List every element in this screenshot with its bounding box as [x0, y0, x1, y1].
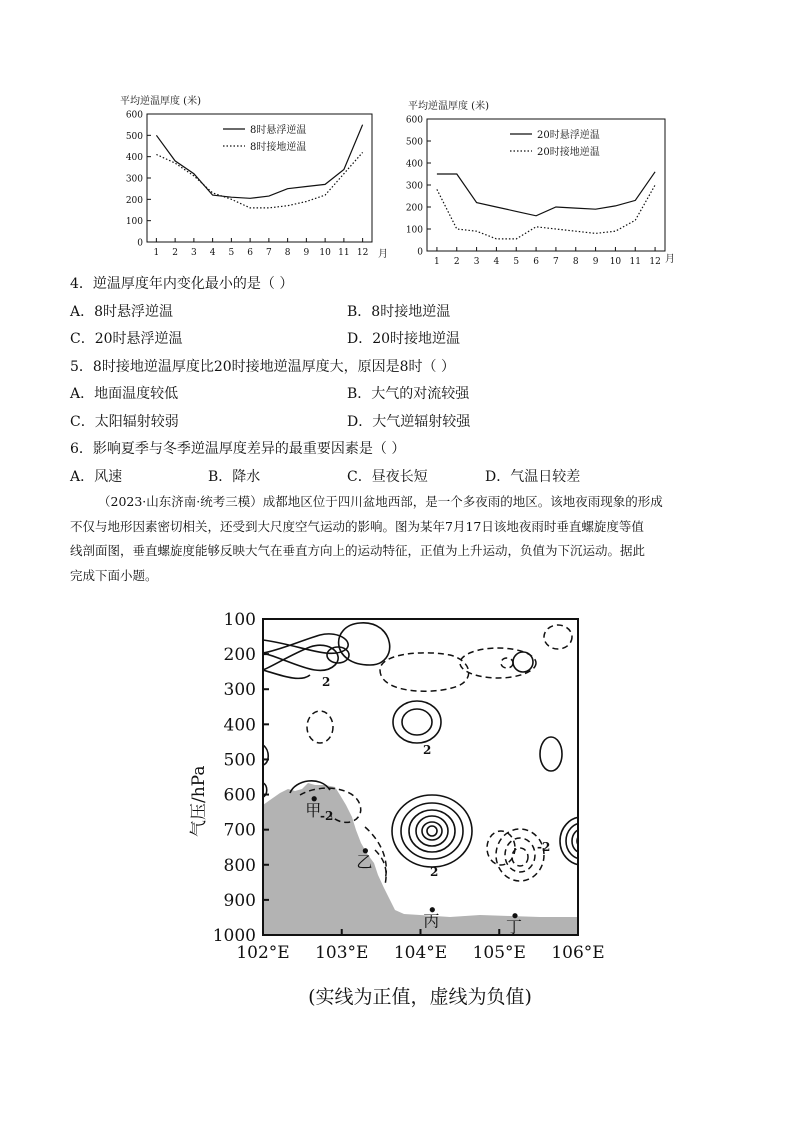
- x-tick-label: 11: [629, 257, 641, 267]
- x-tick-label: 10: [609, 257, 622, 267]
- contour-field: [263, 623, 604, 935]
- x-tick-label: 6: [533, 257, 539, 267]
- y-tick-label: 700: [223, 820, 256, 841]
- x-tick-label: 5: [513, 257, 520, 267]
- x-tick-label: 6: [247, 248, 253, 258]
- y-axis-title: 平均逆温厚度 (米): [408, 101, 489, 112]
- y-axis-title: 气压/hPa: [189, 765, 209, 837]
- question-5-stem: 5．8时接地逆温厚度比20时接地逆温厚度大，原因是8时（ ）: [70, 359, 455, 375]
- y-tick-label: 300: [125, 174, 143, 185]
- x-tick-label: 3: [191, 248, 197, 258]
- y-tick-label: 200: [125, 195, 143, 206]
- q6-option-a[interactable]: A．风速: [70, 469, 123, 485]
- legend-series-1: 8时悬浮逆温: [250, 125, 307, 136]
- y-tick-label: 600: [125, 110, 143, 121]
- q4-option-d[interactable]: D．20时接地逆温: [347, 331, 461, 347]
- y-tick-label: 900: [223, 890, 256, 911]
- x-tick-label: 105°E: [472, 943, 526, 963]
- question-4-stem: 4．逆温厚度年内变化最小的是（ ）: [70, 276, 294, 292]
- x-tick-label: 1: [434, 257, 440, 267]
- y-tick-label: 500: [223, 750, 256, 771]
- contour-label: -2: [537, 840, 551, 854]
- x-tick-label: 4: [493, 257, 500, 267]
- legend-series-2: 20时接地逆温: [537, 147, 600, 158]
- x-tick-label: 102°E: [236, 943, 290, 963]
- x-tick-label: 12: [649, 257, 661, 267]
- y-tick-label: 200: [405, 203, 423, 214]
- x-tick-label: 3: [473, 257, 480, 267]
- y-tick-label: 800: [223, 855, 256, 876]
- y-tick-label: 0: [137, 238, 143, 249]
- y-axis-title: 平均逆温厚度 (米): [120, 96, 201, 107]
- intro-line-1: （2023·山东济南·统考三模）成都地区位于四川盆地西部，是一个多夜雨的地区。该地夜雨现象的形成: [98, 494, 663, 509]
- intro-line-2: 不仅与地形因素密切相关，还受到大尺度空气运动的影响。图为某年7月17日该地夜雨时垂直螺旋度等值: [70, 518, 644, 534]
- y-tick-label: 100: [405, 225, 423, 236]
- x-tick-label: 12: [356, 248, 369, 258]
- q5-option-b[interactable]: B．大气的对流较强: [347, 386, 470, 402]
- y-tick-label: 600: [223, 785, 256, 806]
- q6-option-c[interactable]: C．昼夜长短: [347, 469, 428, 485]
- contour-label: 2: [322, 675, 331, 689]
- x-tick-label: 103°E: [315, 943, 369, 963]
- x-tick-label: 5: [228, 248, 235, 258]
- intro-line-3: 线剖面图，垂直螺旋度能够反映大气在垂直方向上的运动特征，正值为上升运动，负值为下沉运动。据此: [70, 543, 646, 558]
- y-tick-label: 1000: [212, 926, 256, 946]
- x-tick-label: 1: [153, 248, 160, 258]
- y-tick-label: 400: [223, 715, 256, 736]
- figure-caption: (实线为正值，虚线为负值): [308, 986, 532, 1008]
- x-tick-label: 10: [319, 248, 331, 258]
- x-tick-label: 8: [572, 257, 579, 267]
- contour-label: 2: [423, 743, 432, 757]
- point-label: 丁: [506, 917, 523, 937]
- point-label: 乙: [356, 852, 373, 872]
- q4-option-b[interactable]: B．8时接地逆温: [347, 304, 451, 320]
- inversion-chart-8h: [110, 90, 400, 265]
- question-6-stem: 6．影响夏季与冬季逆温厚度差异的最重要因素是（ ）: [70, 441, 406, 457]
- contour-label: 2: [430, 865, 439, 879]
- passage-intro: [70, 490, 730, 588]
- helicity-contour-chart: [180, 605, 620, 1020]
- q4-option-a[interactable]: A．8时悬浮逆温: [70, 304, 174, 320]
- x-tick-label: 9: [303, 248, 310, 258]
- y-tick-label: 200: [223, 645, 256, 666]
- x-tick-label: 2: [172, 248, 178, 258]
- x-axis-unit: 月: [378, 249, 388, 260]
- legend-series-2: 8时接地逆温: [250, 142, 307, 153]
- y-tick-label: 400: [405, 159, 423, 170]
- contour-label: -2: [320, 809, 334, 823]
- point-label: 丙: [423, 911, 440, 931]
- intro-line-4: 完成下面小题。: [70, 567, 158, 583]
- y-tick-label: 500: [405, 137, 423, 148]
- q5-option-c[interactable]: C．太阳辐射较弱: [70, 414, 179, 430]
- q4-option-c[interactable]: C．20时悬浮逆温: [70, 331, 183, 347]
- x-tick-label: 2: [453, 257, 460, 267]
- y-tick-label: 400: [125, 153, 143, 164]
- y-tick-label: 500: [125, 131, 143, 142]
- x-tick-label: 7: [553, 257, 559, 267]
- q6-option-d[interactable]: D．气温日较差: [485, 469, 581, 485]
- y-tick-label: 300: [223, 680, 256, 701]
- y-tick-label: 100: [125, 217, 143, 228]
- series-line-1: [437, 172, 655, 216]
- x-tick-label: 7: [266, 248, 272, 258]
- x-tick-label: 9: [592, 257, 599, 267]
- x-tick-label: 104°E: [393, 943, 448, 963]
- y-tick-label: 600: [405, 115, 423, 126]
- y-tick-label: 0: [417, 247, 423, 258]
- x-tick-label: 4: [209, 248, 216, 258]
- y-tick-label: 100: [223, 610, 256, 630]
- x-axis-unit: 月: [665, 254, 675, 265]
- x-tick-label: 8: [284, 248, 291, 258]
- x-tick-label: 11: [338, 248, 350, 258]
- point-label: 甲: [305, 800, 322, 820]
- legend-series-1: 20时悬浮逆温: [537, 130, 600, 141]
- q6-option-b[interactable]: B．降水: [208, 469, 261, 485]
- q5-option-d[interactable]: D．大气逆辐射较强: [347, 414, 471, 430]
- x-tick-label: 106°E: [551, 943, 605, 963]
- y-tick-label: 300: [405, 181, 423, 192]
- series-line-2: [156, 152, 362, 208]
- inversion-chart-20h: [400, 95, 690, 270]
- q5-option-a[interactable]: A．地面温度较低: [70, 386, 179, 402]
